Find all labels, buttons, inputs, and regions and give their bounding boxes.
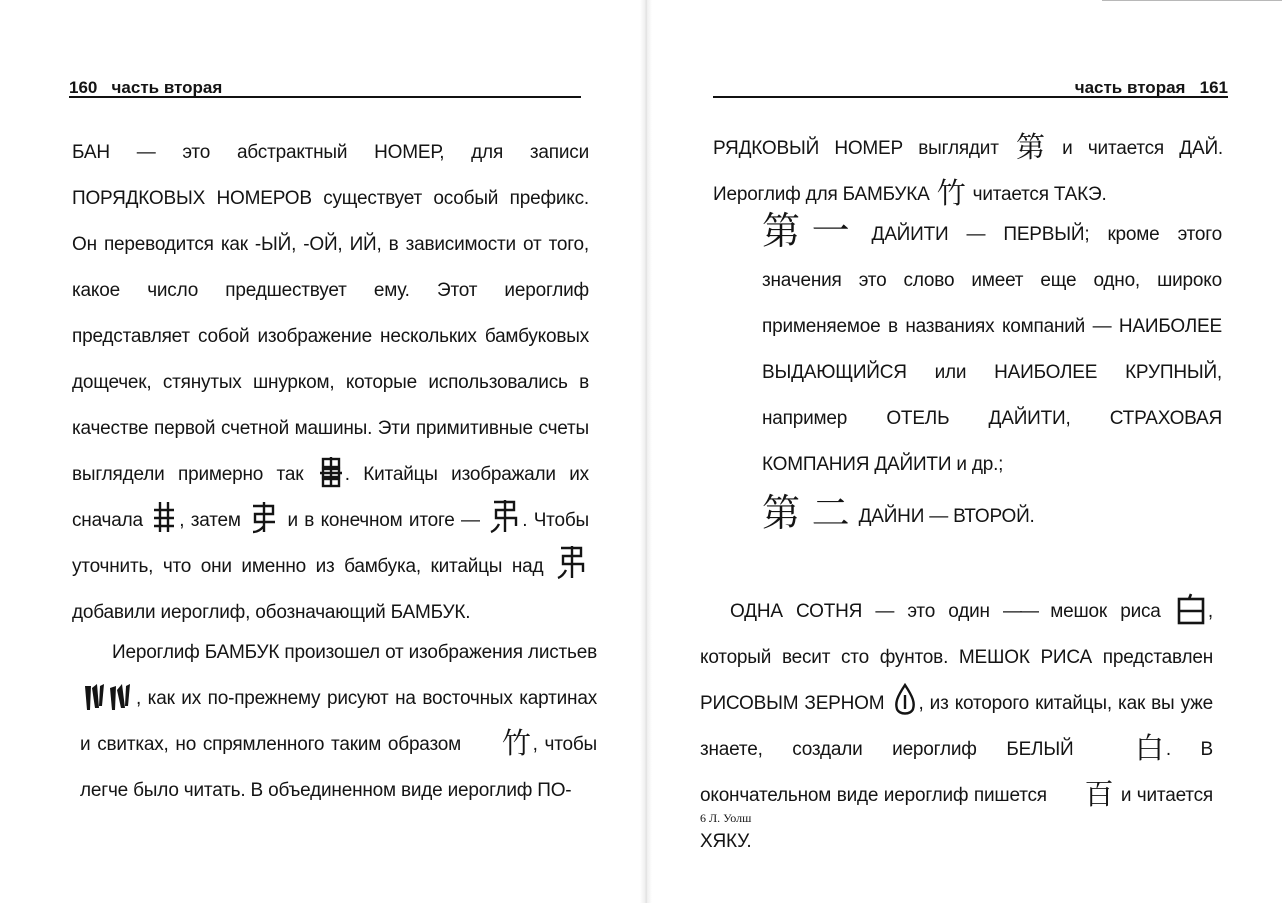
rice-grain-icon [893,683,917,717]
abacus-icon [319,456,343,488]
text-segment: РЯДКОВЫЙ НОМЕР выглядит [713,138,999,159]
bamboo-leaves-icon [82,682,134,712]
bamboo-slips-icon [151,500,177,534]
bamboo-kanji: 竹 [501,726,531,760]
text-segment: , из которого китайцы, как вы уже знаете, создали иероглиф БЕЛЫЙ [700,693,1213,760]
item-daiichi [762,209,1222,488]
text-segment: , как их по-прежнему рисуют на восточных картинах и свитках, но спрямленного таким образом [80,688,597,755]
paragraph-bamboo [80,630,597,814]
text-segment: и читается ХЯКУ. [700,785,1213,852]
text-segment: добавили иероглиф, обозначающий БАМБУК. [72,602,471,623]
text-segment: читается ТАКЭ. [972,184,1107,205]
text-segment: . В окончательном виде иероглиф пишется [700,739,1213,806]
paragraph-ban [72,130,589,636]
bamboo-slips-icon [249,500,279,534]
daini-kanji: 第 二 [762,491,850,535]
paragraph-hundred [700,589,1213,865]
footnote: 6 Л. Уолш [700,811,752,825]
bamboo-kanji: 竹 [936,176,966,210]
text-segment: ДАЙИТИ — ПЕРВЫЙ; кроме этого значения это слово имеет еще одно, широко применяемое в названиях компаний — НАИБОЛЕЕ ВЫДАЮЩИЙСЯ или НАИБОЛЕЕ КРУПНЫЙ, например ОТЕЛЬ ДАЙИТИ, СТРАХОВАЯ КОМПАНИЯ ДАЙИТИ и др.; [762,224,1222,475]
one-stroke-glyph: —— [1003,601,1038,622]
text-segment: и читается ДАЙ. Иероглиф для БАМБУКА [713,138,1223,205]
rice-bag-icon [1176,593,1206,625]
paragraph-ordinal [713,126,1223,218]
text-segment: . Китайцы изображали их сначала [72,464,589,531]
text-segment: , затем [179,510,241,531]
book-fold [640,0,652,903]
text-segment: . Чтобы уточнить, что они именно из бамбука, китайцы над [72,510,589,577]
text-segment: и в конечном итоге — [287,510,480,531]
text-segment: , который весит сто фунтов. МЕШОК РИСА представлен РИСОВЫМ ЗЕРНОМ [700,601,1213,714]
daiichi-kanji: 第 一 [762,209,850,253]
running-head-right [713,74,1228,98]
white-kanji: 白 [1135,731,1164,765]
scan-edge-line [1102,0,1282,1]
page-number-left: 160 [69,78,98,97]
running-head-title-right: часть вторая [1074,78,1186,97]
bamboo-slips-icon [488,498,520,534]
page-number-right: 161 [1199,78,1228,97]
running-head-left [69,74,581,98]
dai-kanji: 第 [1016,130,1045,164]
text-segment: ОДНА СОТНЯ — это один [730,601,990,622]
text-segment: мешок риса [1050,601,1161,622]
bamboo-slips-icon [555,544,587,580]
text-segment: БАН — это абстрактный НОМЕР, для записи ПОРЯДКОВЫХ НОМЕРОВ существует особый префикс. Он переводится как -ЫЙ, -ОЙ, ИЙ, в зависимости от того, какое число предшествует ему. Этот иероглиф представляет собой изображение нескольких бамбуковых дощечек, стянутых шнурком, которые использовались в качестве первой счетной машины. Эти примитивные счеты выглядели примерно так [72,142,589,485]
text-segment: , чтобы легче было читать. В объединенном виде иероглиф ПО- [80,734,597,801]
item-daini [762,491,1222,540]
text-segment: ДАЙНИ — ВТОРОЙ. [858,506,1035,527]
text-segment: Иероглиф БАМБУК произошел от изображения листьев [112,642,597,663]
hundred-kanji: 百 [1084,777,1114,811]
running-head-title-left: часть вторая [111,78,223,97]
